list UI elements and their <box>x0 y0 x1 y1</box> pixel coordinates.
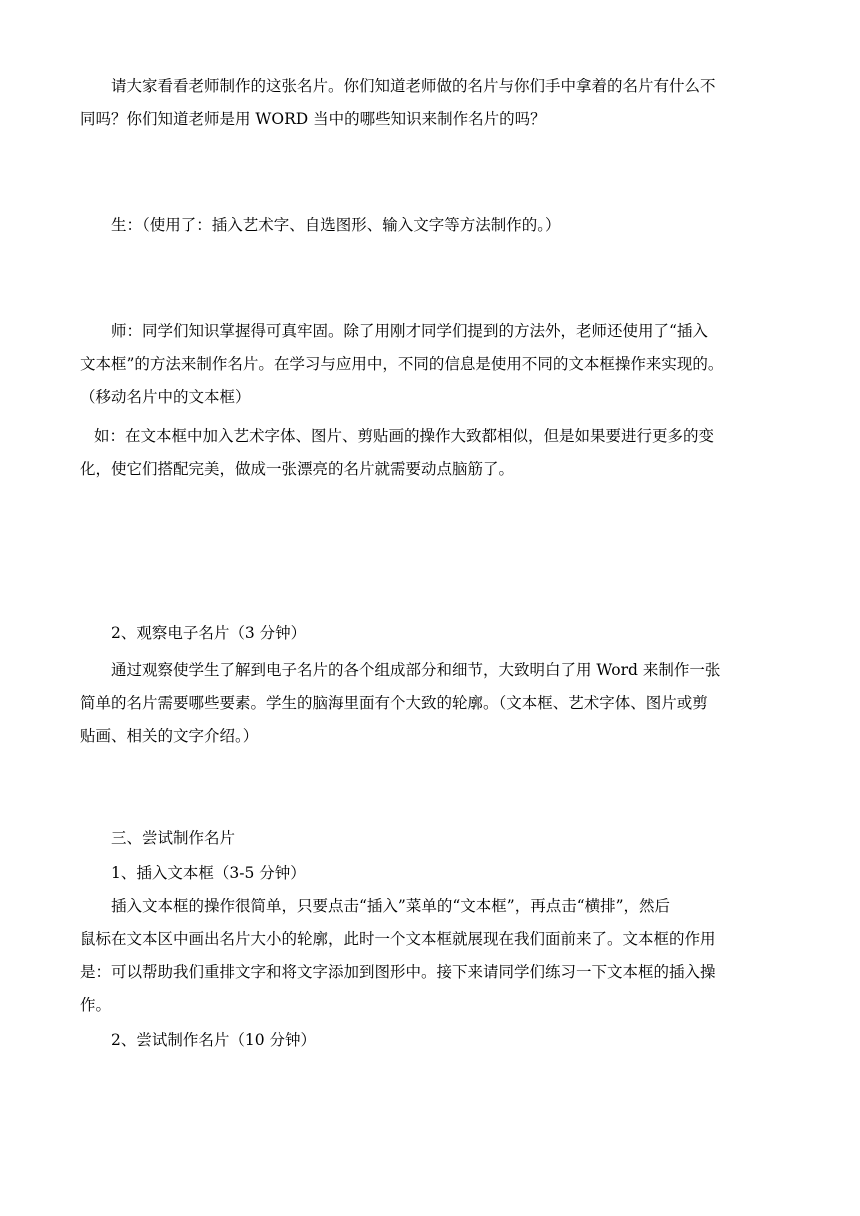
text-line: 2、观察电子名片（3 分钟） <box>111 624 307 642</box>
text-line: 师：同学们知识掌握得可真牢固。除了用刚才同学们提到的方法外，老师还使用了“插入 <box>111 322 708 340</box>
text-line: 贴画、相关的文字介绍。） <box>80 727 259 745</box>
text-line: 生：（使用了：插入艺术字、自选图形、输入文字等方法制作的。） <box>111 216 561 234</box>
heading-try-making-card <box>80 1024 782 1057</box>
text-line: 通过观察使学生了解到电子名片的各个组成部分和细节，大致明白了用 Word 来制作一张 <box>111 661 721 679</box>
paragraph-insert-textbox-steps <box>80 890 782 1022</box>
paragraph-example <box>80 420 782 486</box>
text-line: 如：在文本框中加入艺术字体、图片、剪贴画的操作大致都相似，但是如果要进行更多的变 <box>94 427 715 445</box>
heading-observe-card <box>80 617 782 650</box>
paragraph-teacher-question <box>80 70 782 136</box>
text-line: 作。 <box>80 996 112 1014</box>
text-line: 1、插入文本框（3-5 分钟） <box>111 864 306 882</box>
text-line: 简单的名片需要哪些要素。学生的脑海里面有个大致的轮廓。（文本框、艺术字体、图片或剪 <box>80 694 708 712</box>
paragraph-observe-description <box>80 654 782 753</box>
text-line: 请大家看看老师制作的这张名片。你们知道老师做的名片与你们手中拿着的名片有什么不 <box>111 77 716 95</box>
text-line: 化，使它们搭配完美，做成一张漂亮的名片就需要动点脑筋了。 <box>80 460 515 478</box>
text-line: 是：可以帮助我们重排文字和将文字添加到图形中。接下来请同学们练习一下文本框的插入操 <box>80 963 716 981</box>
text-line: （移动名片中的文本框） <box>80 388 251 406</box>
heading-section-three <box>80 822 782 855</box>
text-line: 同吗？你们知道老师是用 WORD 当中的哪些知识来制作名片的吗？ <box>80 110 546 128</box>
paragraph-student-answer <box>80 209 782 242</box>
text-line: 2、尝试制作名片（10 分钟） <box>111 1031 317 1049</box>
text-line: 插入文本框的操作很简单，只要点击“插入”菜单的“文本框”，再点击“横排”，然后 <box>111 897 671 915</box>
text-line: 三、尝试制作名片 <box>111 829 236 847</box>
paragraph-teacher-explanation <box>80 315 782 414</box>
heading-insert-textbox <box>80 857 782 890</box>
text-line: 文本框”的方法来制作名片。在学习与应用中，不同的信息是使用不同的文本框操作来实现的。 <box>80 355 724 373</box>
text-line: 鼠标在文本区中画出名片大小的轮廓，此时一个文本框就展现在我们面前来了。文本框的作用 <box>80 930 716 948</box>
